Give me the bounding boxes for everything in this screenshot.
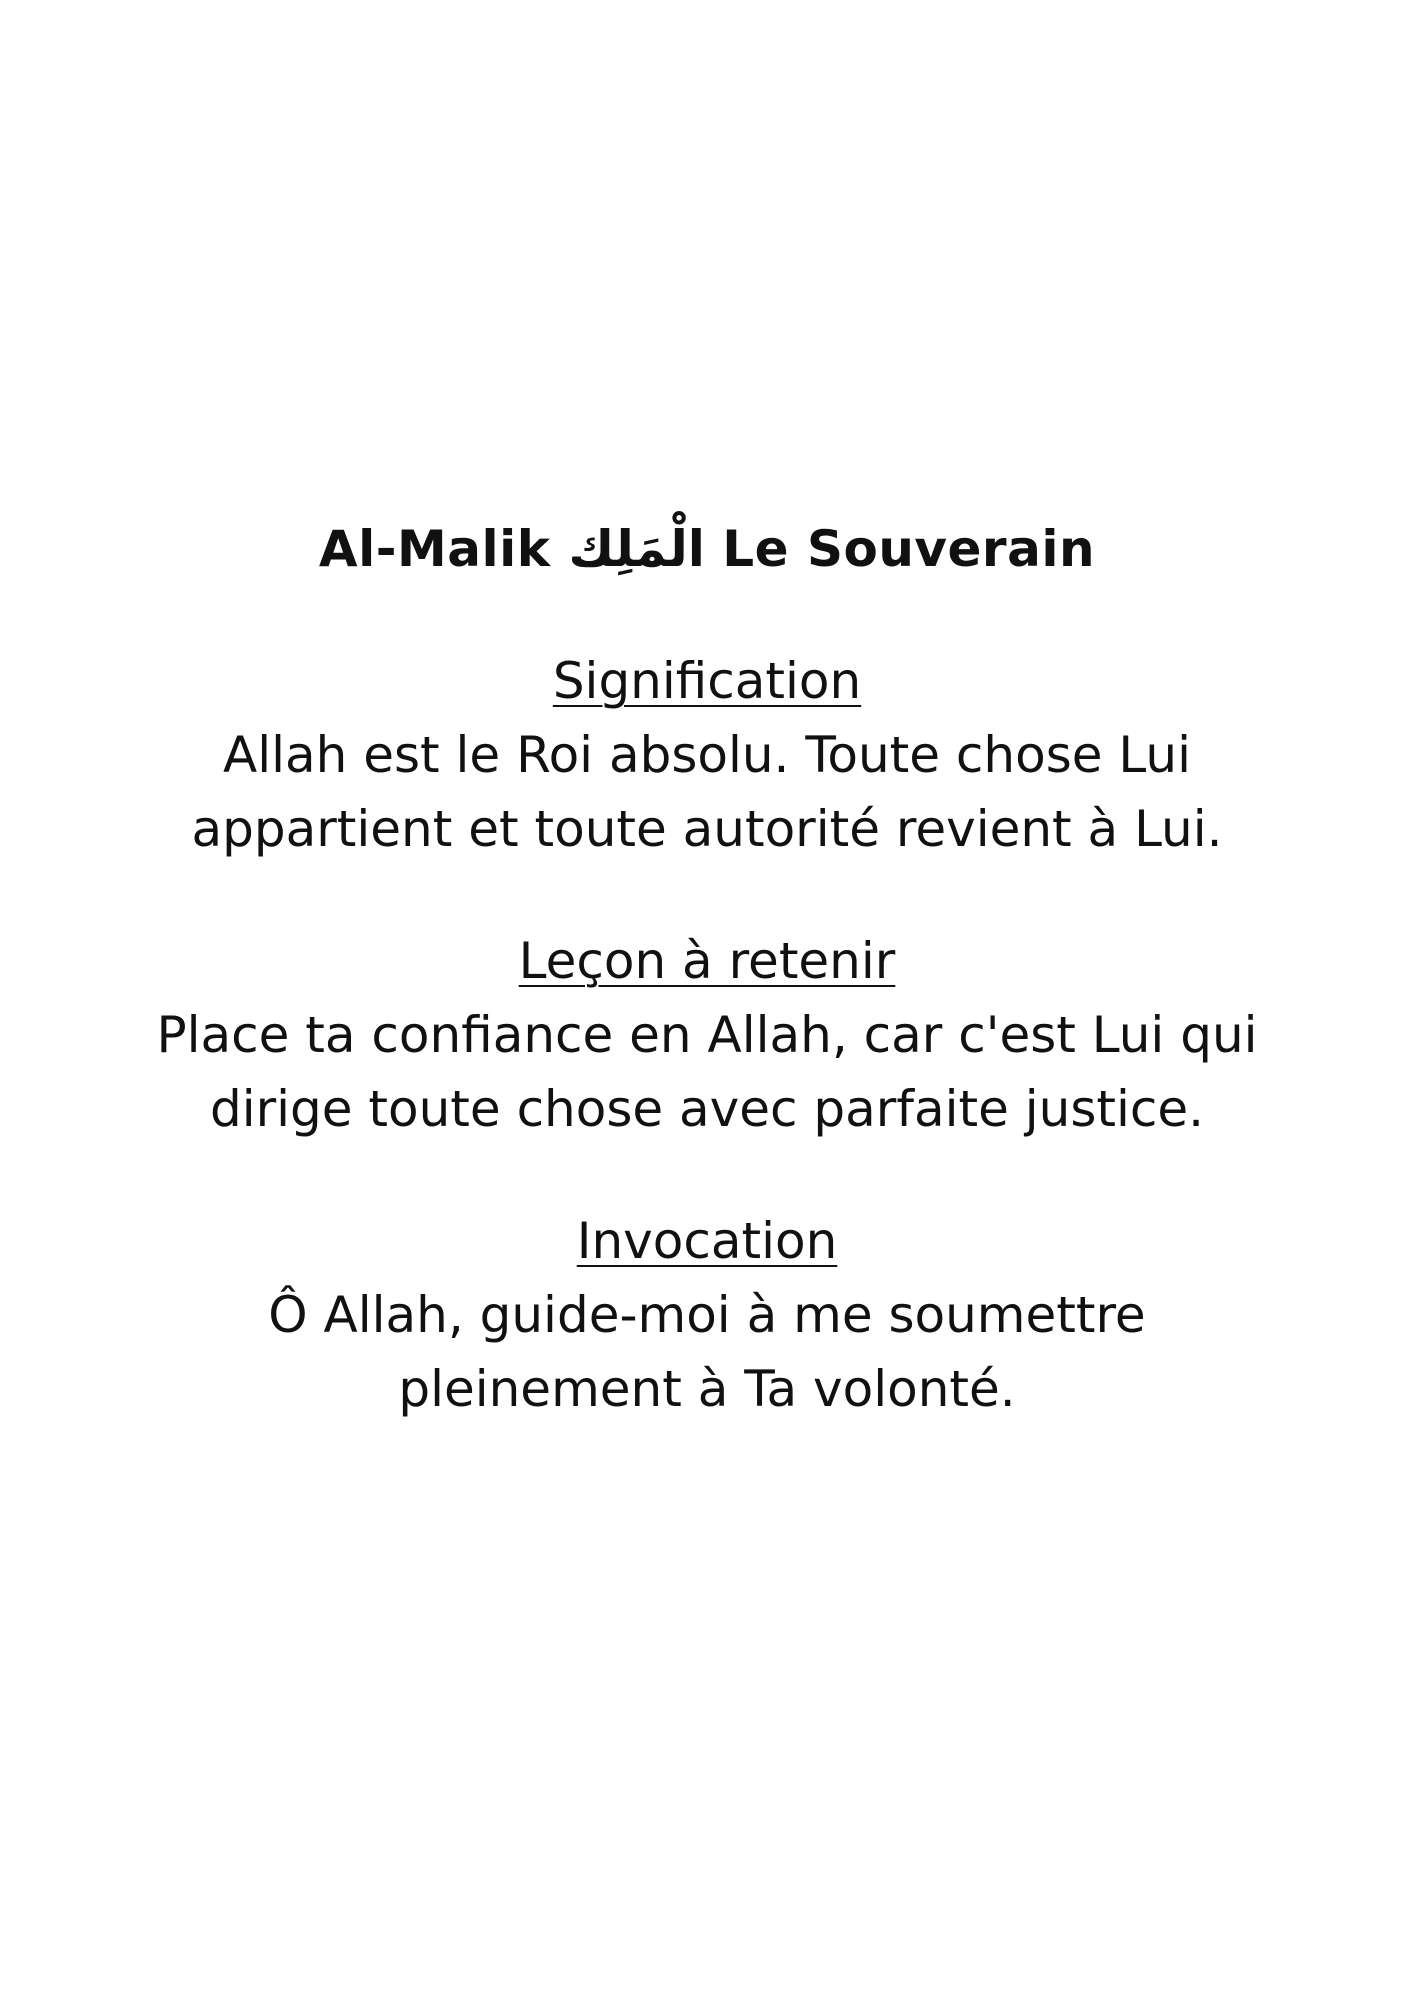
text-line: Place ta confiance en Allah, car c'est Lui qui <box>156 1006 1258 1064</box>
section-signification <box>107 644 1307 866</box>
title-translation: Le Souverain <box>722 520 1096 578</box>
section-heading: Invocation <box>576 1212 838 1270</box>
page-title <box>107 512 1307 586</box>
title-arabic-name: الْمَلِك <box>568 520 705 578</box>
text-line: pleinement à Ta volonté. <box>398 1360 1016 1418</box>
section-text <box>107 998 1307 1146</box>
section-text <box>107 1278 1307 1426</box>
section-heading: Leçon à retenir <box>518 932 896 990</box>
section-text <box>107 718 1307 866</box>
text-line: Allah est le Roi absolu. Toute chose Lui <box>223 726 1191 784</box>
content <box>107 512 1307 1426</box>
text-line: appartient et toute autorité revient à Lui. <box>191 800 1223 858</box>
title-latin-name: Al-Malik <box>318 520 551 578</box>
text-line: dirige toute chose avec parfaite justice. <box>209 1080 1205 1138</box>
section-lecon <box>107 924 1307 1146</box>
section-heading: Signification <box>552 652 862 710</box>
text-line: Ô Allah, guide-moi à me soumettre <box>268 1286 1146 1344</box>
section-invocation <box>107 1204 1307 1426</box>
